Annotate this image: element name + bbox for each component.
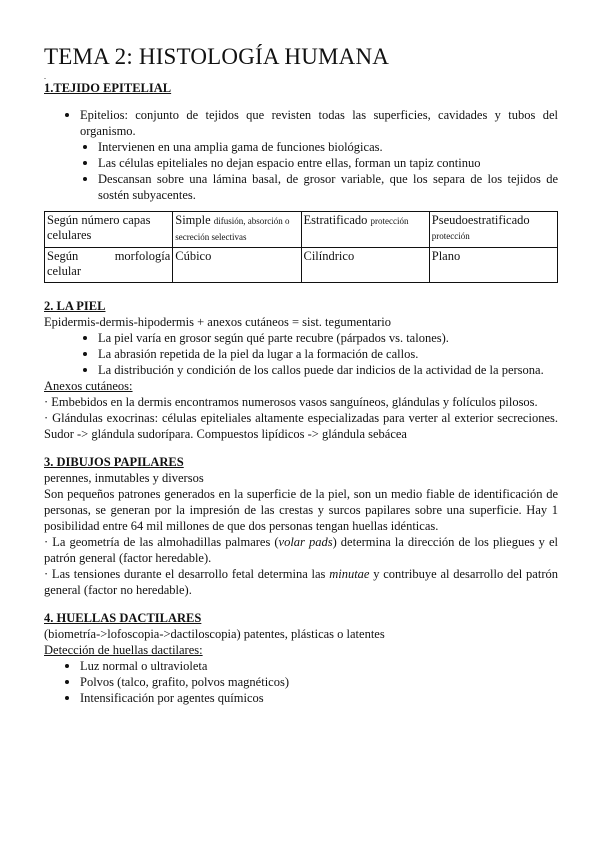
cell-text: Según	[47, 249, 79, 263]
cell-text: Pseudoestratificado	[431, 213, 530, 227]
sub-bullet-3: Descansan sobre una lámina basal, de grosor variable, que los separa de los tejidos de sostén subyacentes.	[98, 172, 558, 202]
text-run: ) determina la dirección de los pliegues y el patrón general (factor heredable).	[44, 535, 558, 565]
sub-bullet-1: Intervienen en una amplia gama de funciones biológicas.	[98, 139, 558, 155]
list-item: Luz normal o ultravioleta	[80, 658, 558, 674]
list-item: Intensificación por agentes químicos	[80, 690, 558, 706]
cell-text: Simple	[175, 213, 211, 227]
cell-text: morfología	[114, 249, 171, 263]
section-4-heading: 4. HUELLAS DACTILARES	[44, 611, 202, 625]
cell-text: Estratificado	[303, 213, 368, 227]
cell-line	[47, 249, 170, 264]
section-4-intro: (biometría->lofoscopia->dactiloscopia) patentes, plásticas o latentes	[44, 627, 385, 641]
page-title: TEMA 2: HISTOLOGÍA HUMANA	[44, 44, 390, 69]
table-cell	[301, 248, 429, 283]
section-3-subtitle: perennes, inmutables y diversos	[44, 471, 204, 485]
table-cell	[173, 248, 301, 283]
emphasis: volar pads	[278, 535, 333, 549]
list-item: La piel varía en grosor según qué parte recubre (párpados vs. talones).	[98, 330, 558, 346]
section-1-list	[44, 107, 558, 203]
epitelios-bullet	[80, 107, 558, 203]
cell-note: protección	[370, 216, 409, 226]
table-cell	[45, 248, 173, 283]
emphasis: minutae	[329, 567, 370, 581]
cell-text: Plano	[431, 249, 461, 263]
list-item: La distribución y condición de los callos puede dar indicios de la actividad de la persona.	[98, 362, 558, 378]
geometry-paragraph	[44, 534, 558, 566]
list-item: Polvos (talco, grafito, polvos magnéticos)	[80, 674, 558, 690]
table-row	[45, 212, 558, 248]
list-item: La abrasión repetida de la piel da lugar a la formación de callos.	[98, 346, 558, 362]
table-cell	[429, 212, 557, 248]
table-cell	[301, 212, 429, 248]
section-2-heading: 2. LA PIEL	[44, 299, 106, 313]
section-3-heading: 3. DIBUJOS PAPILARES	[44, 455, 184, 469]
table-cell	[173, 212, 301, 248]
anexos-paragraph-1: · Embebidos en la dermis encontramos numerosos vasos sanguíneos, glándulas y folículos pilosos.	[44, 395, 538, 409]
document-body	[44, 80, 558, 706]
section-1-heading: 1.TEJIDO EPITELIAL	[44, 81, 172, 95]
cell-text: Cúbico	[175, 249, 212, 263]
cell-text: celular	[47, 264, 82, 278]
tension-paragraph	[44, 566, 558, 598]
table-cell	[429, 248, 557, 283]
section-3-paragraph: Son pequeños patrones generados en la superficie de la piel, son un medio fiable de identificación de personas, se generan por la impresión de las crestas y surcos papilares sobre una superficie. Hay 1 posibilidad entre 64 mil millones de que dos personas tengan huellas idénticas.	[44, 487, 558, 533]
section-2-intro: Epidermis-dermis-hipodermis + anexos cutáneos = sist. tegumentario	[44, 315, 392, 329]
sub-bullet-2: Las células epiteliales no dejan espacio entre ellas, forman un tapiz continuo	[98, 155, 558, 171]
cell-text: Según número capas celulares	[47, 213, 151, 242]
anexos-label: Anexos cutáneos:	[44, 379, 133, 393]
text-run: y contribuye al desarrollo del patrón general (factor no heredable).	[44, 567, 558, 597]
detection-list	[44, 658, 558, 706]
text-run: · La geometría de las almohadillas palmares (	[44, 535, 279, 549]
table-row	[45, 248, 558, 283]
section-2-list	[44, 330, 558, 378]
cell-text: Cilíndrico	[303, 249, 355, 263]
cell-note: protección	[431, 231, 470, 241]
epithelium-table	[44, 211, 558, 283]
detection-label: Detección de huellas dactilares:	[44, 643, 203, 657]
cell-note: difusión, absorción o secreción selectivas	[175, 216, 290, 242]
table-cell	[45, 212, 173, 248]
epitelios-sublist	[80, 139, 558, 203]
stray-dot: .	[44, 72, 46, 81]
text-run: · Las tensiones durante el desarrollo fetal determina las	[44, 567, 330, 581]
anexos-paragraph-2: · Glándulas exocrinas: células epiteliales altamente especializadas para verter al exterior secreciones. Sudor -> glándula sudorípara. Compuestos lipídicos -> glándula sebácea	[44, 411, 558, 441]
epitelios-text: Epitelios: conjunto de tejidos que revisten todas las superficies, cavidades y tubos del organismo.	[80, 108, 558, 138]
